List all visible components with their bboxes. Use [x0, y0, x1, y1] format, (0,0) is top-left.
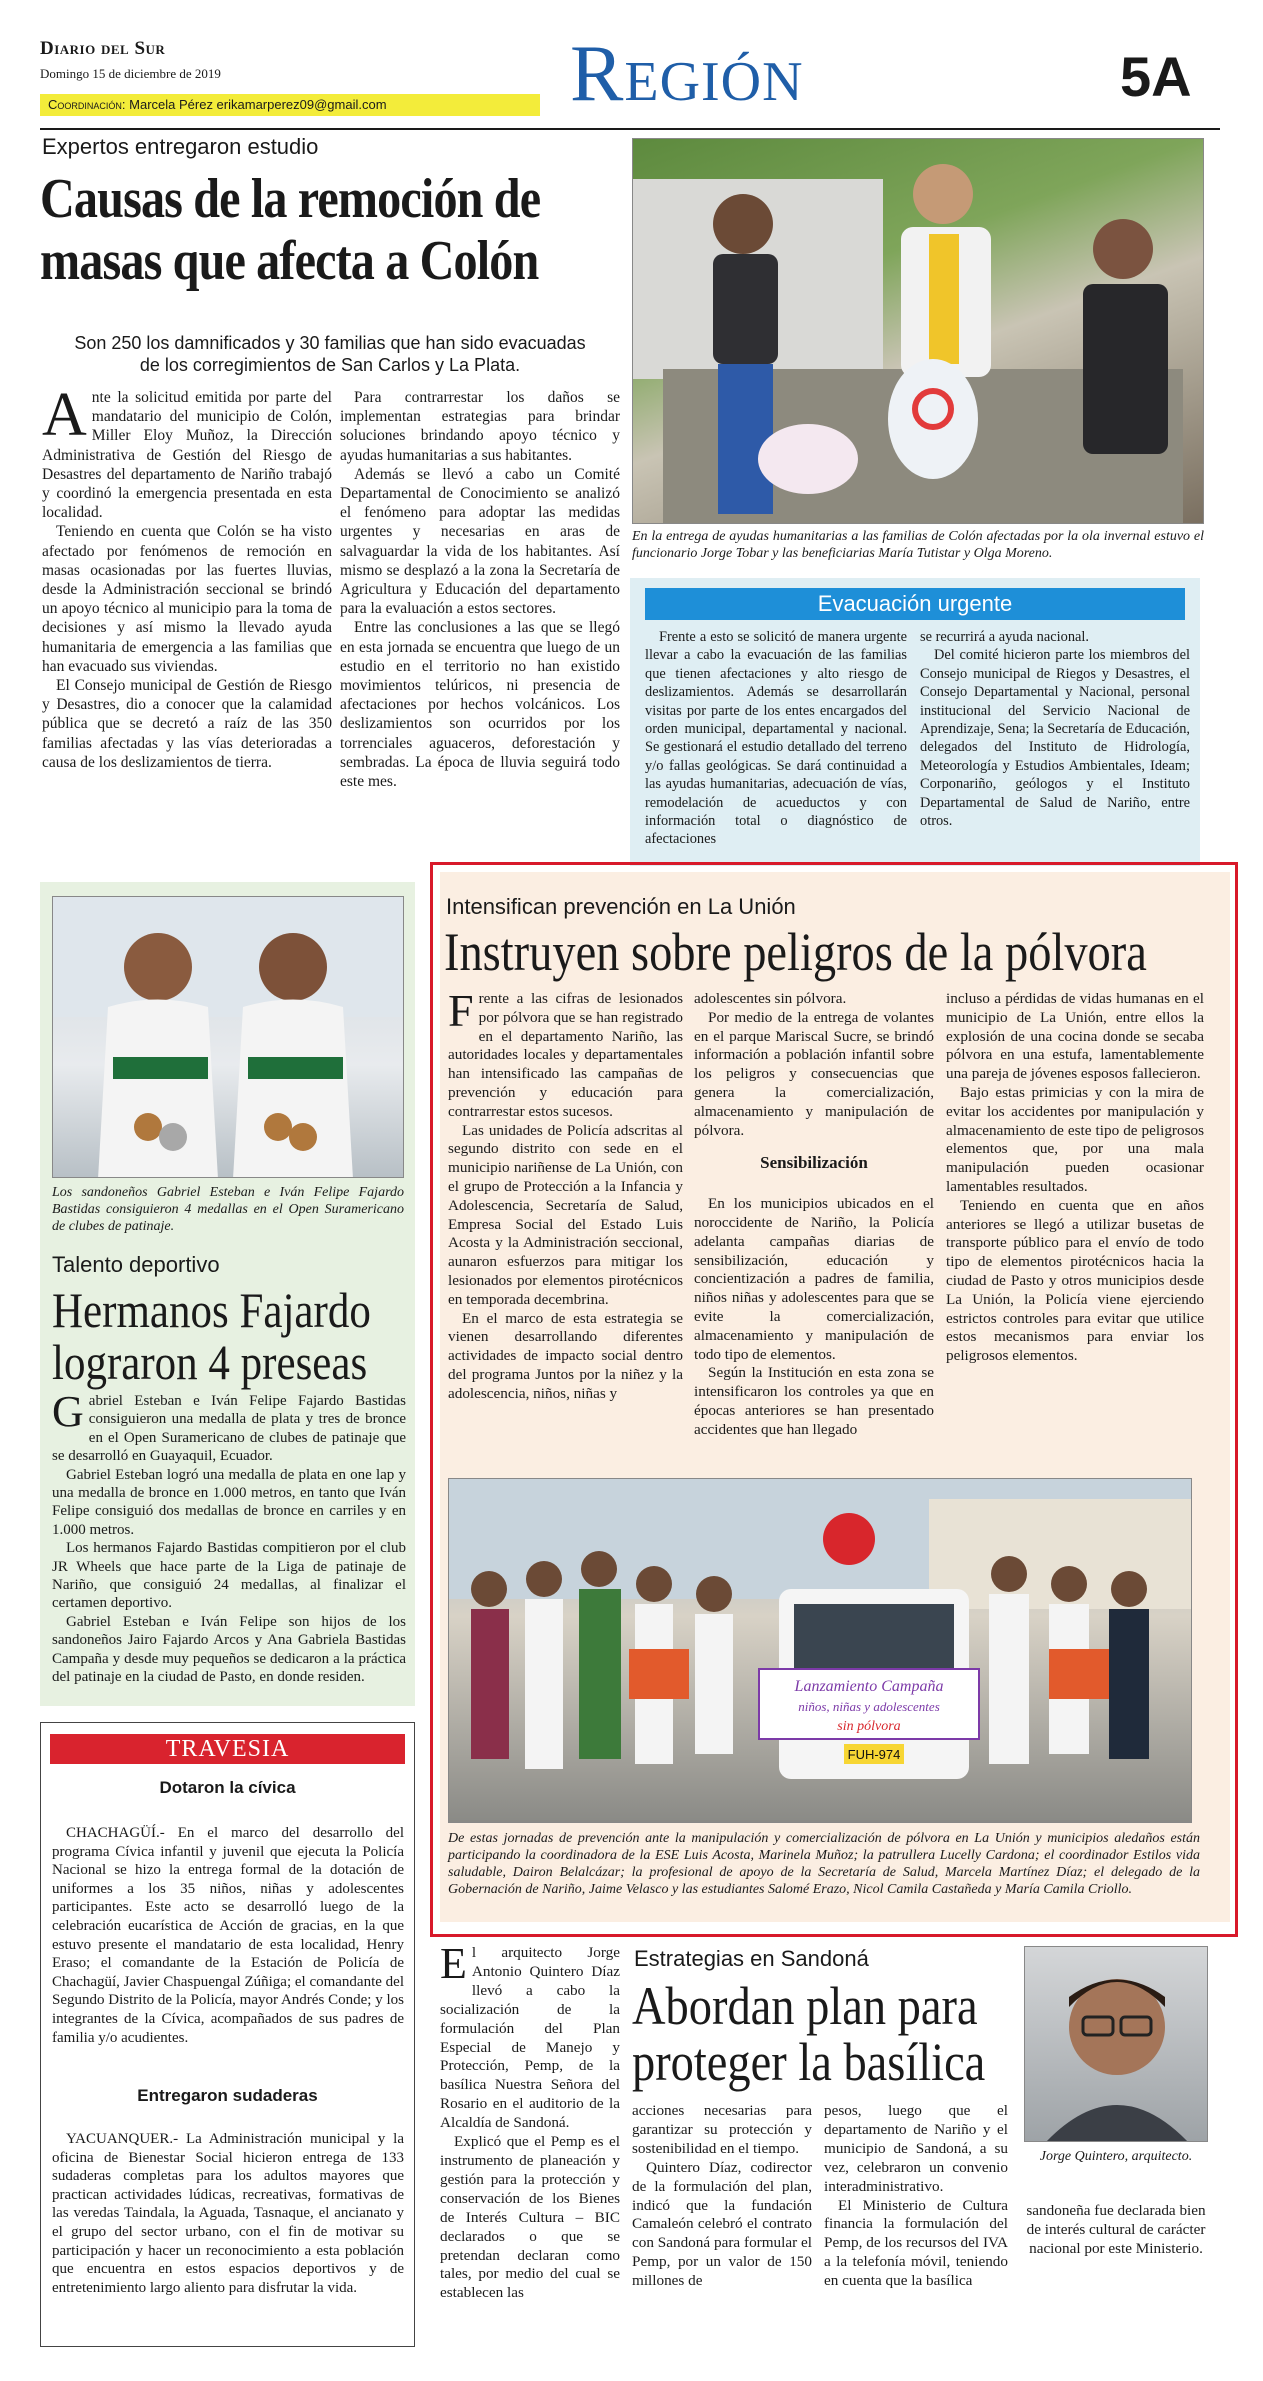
union-col2-p2: Por medio de la entrega de volantes en el parque Mariscal Sucre, se brindó información a población infantil sobre los peligros y consecuencias que genera la comercialización, almacenamiento y manipulación de pólvora. — [694, 1008, 934, 1139]
dropcap: E — [440, 1939, 467, 1988]
evacuation-col2 — [920, 628, 1190, 830]
issue-date: Domingo 15 de diciembre de 2019 — [40, 66, 221, 81]
union-kicker: Intensifican prevención en La Unión — [446, 894, 796, 919]
colon-kicker: Expertos entregaron estudio — [42, 134, 319, 159]
union-col3-p2: Bajo estas primicias y con la mira de evitar los accidentes por manipulación y almacenamiento de este tipo de peligrosos elementos que, por una mala manipulación pueden ocasionar lamentables resultados. — [946, 1083, 1204, 1195]
colon-photo-caption: En la entrega de ayudas humanitarias a las familias de Colón afectadas por la ola invernal estuvo el funcionario Jorge Tobar y las beneficiarias María Tutistar y Olga Moreno. — [632, 529, 1204, 561]
banner-line1: Lanzamiento Campaña — [794, 1678, 944, 1695]
skating-p4: Gabriel Esteban e Iván Felipe son hijos de los sandoneños Jairo Fajardo Arcos y Ana Gabriela Bastidas Campaña y desde muy pequeños se dedicaron a la práctica del patinaje en la ciudad de Pasto, en donde residen. — [52, 1613, 406, 1686]
union-col1-p1 — [448, 985, 683, 1122]
union-col2-p1: adolescentes sin pólvora. — [694, 990, 847, 1007]
colon-subtitle: Son 250 los damnificados y 30 familias que han sido evacuadas de los corregimientos de San Carlos y La Plata. — [74, 333, 586, 375]
travesia-p2: YACUANQUER.- La Administración municipal y la oficina de Bienestar Social hicieron entrega de 133 sudaderas completas para los adultos mayores que practican actividades lúdicas, recreativas, formativas de las veredas Taindala, la Aguada, Tasnaque, el ancianato y el grupo del sector urbano, con el fin de motivar su participación y hacer un reconocimiento a esta población que encuentra en estos espacios deportivos y de entretenimiento largo aliento para disfrutar la vida. — [52, 2131, 404, 2296]
colon-col2-p1: Para contrarrestar los daños se implementan estrategias para brindar soluciones brindando apoyo técnico y ayudas humanitarias a sus habitantes. — [340, 389, 620, 464]
union-col1 — [448, 985, 683, 1404]
union-headline: Instruyen sobre peligros de la pólvora — [444, 922, 1147, 982]
sandona-col4 — [1024, 2202, 1208, 2259]
skating-headline-line2: lograron 4 preseas — [52, 1334, 368, 1390]
skating-body — [52, 1387, 406, 1687]
union-col1-p2: Las unidades de Policía adscritas al segundo distrito con sede en el municipio nariñense de La Unión, con el grupo de Protección a la Infancia y Adolescencia, Secretaría de Salud, Empresa Social del Estado Luis Acosta y la Administración seccional, aunaron esfuerzos para mitigar los lesionados por elementos pirotécnicos en temporada decembrina. — [448, 1121, 683, 1308]
dropcap: F — [448, 985, 474, 1036]
union-sensibilizacion-subhead: Sensibilización — [760, 1153, 868, 1173]
travesia-text1 — [52, 1824, 404, 2047]
union-col3 — [946, 990, 1204, 1366]
colon-col2-p2: Además se llevó a cabo un Comité Departamental de Conocimiento se analizó el fenómeno para adoptar las medidas urgentes y necesarias en aras de salvaguardar la vida de los habitantes. Así mismo se desplazó a la zona la Secretaría de Agricultura y Educación del departamento para la evaluación a estos sectores. — [340, 465, 620, 618]
union-col3-p3: Teniendo en cuenta que en años anteriores se llegó a utilizar busetas de transporte público para el envío de todo tipo de elementos pirotécnicos hacia la ciudad de Pasto y otros municipios desde La Unión, la Policía viene ejerciendo estrictos controles para evitar que utilice estos mecanismos para enviar los peligrosos elementos. — [946, 1196, 1204, 1365]
newspaper-name: Diario del Sur — [40, 38, 166, 59]
skaters-illustration — [53, 897, 404, 1178]
evacuation-col1 — [645, 628, 907, 849]
sandona-col2-p1: acciones necesarias para garantizar su protección y sostenibilidad en el tiempo. — [632, 2102, 812, 2157]
union-col1-p1-text: rente a las cifras de lesionados por pólvora que se han registrado en el departamento Nariño, las autoridades locales y departamentales han intensificado las campañas de prevención y educación para contrarrestar estos sucesos. — [448, 990, 683, 1120]
evacuation-title: Evacuación urgente — [645, 588, 1185, 620]
colon-col1-p2: Teniendo en cuenta que Colón se ha visto afectado por fenómenos de remoción en masas ocasionadas por las fuertes lluvias, desde la Administración seccional se brindó un apoyo técnico al municipio para la toma de decisiones y así mismo la llevado ayuda humanitaria de emergencia a las familias que han evacuado sus viviendas. — [42, 523, 332, 675]
skating-kicker: Talento deportivo — [52, 1252, 220, 1277]
colon-col1-p1-text: nte la solicitud emitida por parte del mandatario del municipio de Colón, Miller Eloy Muñoz, la Dirección Administrativa de Gestión del Riesgo de Desastres del departamento de Nariño trabajó y coordinó la emergencia presentada en esta localidad. — [42, 389, 332, 522]
colon-col1-p1 — [42, 381, 332, 522]
sandona-col1-p1 — [440, 1939, 620, 2133]
travesia-title: TRAVESIA — [50, 1734, 405, 1764]
colon-headline-line2: masas que afecta a Colón — [40, 230, 539, 292]
banner-line2: niños, niñas y adolescentes — [798, 1699, 940, 1714]
quintero-portrait — [1024, 1946, 1208, 2142]
banner-line3: sin pólvora — [837, 1719, 901, 1734]
colon-aid-photo — [632, 138, 1204, 524]
skating-headline — [52, 1284, 413, 1388]
skating-p1 — [52, 1387, 406, 1466]
travesia-sub2: Entregaron sudaderas — [137, 2086, 318, 2105]
colon-aid-illustration — [633, 139, 1204, 524]
header-rule — [40, 128, 1220, 130]
vehicle-plate: FUH-974 — [847, 1747, 901, 1762]
sandona-col1-p2: Explicó que el Pemp es el instrumento de planeación y gestión para la protección y conservación de los Bienes de Interés Cultura – BIC declarados o que se pretendan declaran como tales, por medio del cual se establecen las — [440, 2133, 620, 2302]
colon-col1 — [42, 381, 332, 772]
quintero-caption: Jorge Quintero, arquitecto. — [1039, 2149, 1193, 2164]
union-photo-caption: De estas jornadas de prevención ante la manipulación y comercialización de pólvora en La Unión y municipios aledaños están participando la coordinadora de la ESE Luis Acosta, Marinela Muñoz; la patrullera Lucelly Cardona; el coordinador Estilos vida saludable, Dairon Belalcázar; la profesional de apoyo de la Secretaría de Salud, Marcela Martínez Díaz; el delegado de la Gobernación de Nariño, Jaime Velasco y las estudiantes Salomé Erazo, Nicol Camila Castañeda y María Camila Criollo. — [448, 1831, 1200, 1897]
skaters-photo — [52, 896, 404, 1178]
sandona-headline-line2: proteger la basílica — [632, 2032, 986, 2092]
sandona-col2 — [632, 2102, 812, 2291]
sandona-col3-p1: pesos, luego que el departamento de Nariño y el municipio de Sandoná, a su vez, celebraron un convenio interadministrativo. — [824, 2102, 1008, 2195]
colon-headline — [40, 168, 625, 292]
union-col1-p3: En el marco de esta estrategia se vienen desarrollando diferentes actividades de impacto social dentro del programa Juntos por la niñez y la adolescencia, niños, niñas y — [448, 1309, 683, 1402]
union-col2-p3: En los municipios ubicados en el noroccidente de Nariño, la Policía adelanta campañas diarias de sensibilización, educación y concientización a padres de familia, niños niñas y adolescentes para que se evite la comercialización, almacenamiento y manipulación de todo tipo de elementos. — [694, 1195, 934, 1363]
union-group-photo — [448, 1478, 1192, 1823]
union-col2 — [694, 990, 934, 1440]
evacuation-col2-p1: se recurrirá a ayuda nacional. — [920, 629, 1089, 645]
masthead — [40, 30, 1220, 128]
sandona-headline — [632, 1978, 1019, 2090]
dropcap: G — [52, 1387, 84, 1436]
sandona-headline-line1: Abordan plan para — [632, 1976, 978, 2036]
coordination-label: Coordinación: — [48, 97, 126, 112]
union-col2-p4: Según la Institución en esta zona se intensificaron los controles ya que en épocas anteriores se han presentado accidentes que han llegado — [694, 1364, 934, 1438]
skating-p1-text: abriel Esteban e Iván Felipe Fajardo Bastidas consiguieron una medalla de plata y tres de bronce en el Open Suramericano de clubes de patinaje que se desarrolló en Guayaquil, Ecuador. — [52, 1393, 406, 1465]
colon-col1-p3: El Consejo municipal de Gestión de Riesgo y Desastres, dio a conocer que la calamidad pública que se decretó a raíz de las 350 familias afectadas y las vías deterioradas a causa de los deslizamientos de tierra. — [42, 677, 332, 771]
skating-p3: Los hermanos Fajardo Bastidas compitieron por el club JR Wheels que hace parte de la Liga de patinaje de Nariño, que consiguió 24 medallas, al finalizar el certamen deportivo. — [52, 1540, 406, 1612]
section-title: Región — [570, 30, 804, 118]
sandona-col4-p1: sandoneña fue declarada bien de interés cultural de carácter nacional por este Ministerio. — [1026, 2202, 1206, 2257]
sandona-col1 — [440, 1939, 620, 2303]
skating-headline-line1: Hermanos Fajardo — [52, 1282, 371, 1338]
coordination-text: Marcela Pérez erikamarperez09@gmail.com — [129, 97, 387, 112]
evacuation-col1-p1: Frente a esto se solicitó de manera urgente llevar a cabo la evacuación de las familias que tienen afectaciones y alto riesgo de deslizamientos. Además se desarrollarán visitas por parte de los entes encargados del orden municipal, departamental y nacional. Se gestionará el estudio detallado del terreno y/o fallas geológicas. Se dará continuidad a las ayudas humanitarias, adecuación de vías, remodelación de acueductos y con información total o diagnóstico de afectaciones — [645, 629, 907, 848]
skating-p2: Gabriel Esteban logró una medalla de plata en one lap y una medalla de bronce en 1.000 metros, en tanto que Iván Felipe consiguió dos medallas de bronce en carriles y en 1.000 metros. — [52, 1466, 406, 1538]
evacuation-col2-p2: Del comité hicieron parte los miembros del Consejo municipal de Riegos y Desastres, el Consejo Departamental y Nacional, personal institucional del Servicio Nacional de Aprendizaje, Sena; la Secretaría de Educación, delegados del Instituto de Hidrología, Meteorología y Estudios Ambientales, Ideam; Corponariño, geólogos y el Instituto Departamental de Salud de Nariño, entre otros. — [920, 647, 1190, 830]
colon-headline-line1: Causas de la remoción de — [40, 168, 541, 230]
coordination-bar — [40, 94, 540, 116]
sandona-col2-p2: Quintero Díaz, codirector de la formulación del plan, indicó que la fundación Camaleón celebró el contrato con Sandoná para formular el Pemp, por un valor de 150 millones de — [632, 2158, 812, 2290]
dropcap: A — [42, 381, 87, 449]
union-group-illustration — [449, 1479, 1192, 1823]
sandona-col3-p2: El Ministerio de Cultura financia la formulación del Pemp, de los recursos del IVA a la telefonía móvil, teniendo en cuenta que la basílica — [824, 2196, 1008, 2290]
travesia-sub1: Dotaron la cívica — [159, 1778, 296, 1797]
colon-col2 — [340, 388, 620, 791]
page-number: 5A — [1120, 45, 1192, 108]
portrait-illustration — [1025, 1947, 1208, 2142]
travesia-text2 — [52, 2130, 404, 2297]
sandona-col3 — [824, 2102, 1008, 2291]
sandona-kicker: Estrategias en Sandoná — [634, 1946, 869, 1971]
sandona-col1-p1-text: l arquitecto Jorge Antonio Quintero Díaz llevó a cabo la socialización de la formulación del Plan Especial de Manejo y Protección, Pemp, de la basílica Nuestra Señora del Rosario en el auditorio de la Alcaldía de Sandoná. — [440, 1944, 620, 2132]
colon-col2-p3: Entre las conclusiones a las que se llegó en esta jornada se encuentra que luego de un estudio en el territorio no han existido movimientos telúricos, ni presencia de afectaciones por hechos volcánicos. Los deslizamientos son ocurridos por los torrenciales aguaceros, deforestación y sembradas. La época de lluvia seguirá todo este mes. — [340, 619, 620, 791]
skaters-photo-caption: Los sandoneños Gabriel Esteban e Iván Felipe Fajardo Bastidas consiguieron 4 medallas en el Open Suramericano de clubes de patinaje. — [52, 1185, 404, 1234]
travesia-p1: CHACHAGÜÍ.- En el marco del desarrollo del programa Cívica infantil y juvenil que ejecuta la Policía Nacional se hizo la entrega formal de la dotación de uniformes a los 35 niños, niñas y adolescentes participantes. Este acto se desarrolló luego de la celebración eucarística de Acción de gracias, en la que estuvo presente el mandatario de esta localidad, Henry Eraso; el comandante de la Estación de Policía de Chachagüí, Javier Chaspuengal Zúñiga; el comandante del Segundo Distrito de la Policía, mayor Andrés Conde; y los integrantes de la Cívica, acompañados de sus padres de familia y/o acudientes. — [52, 1825, 404, 2046]
union-col3-p1: incluso a pérdidas de vidas humanas en el municipio de La Unión, entre ellos la explosión de una cocina donde se secaba pólvora en una estufa, lamentablemente una pareja de jóvenes esposos fallecieron. — [946, 990, 1204, 1083]
